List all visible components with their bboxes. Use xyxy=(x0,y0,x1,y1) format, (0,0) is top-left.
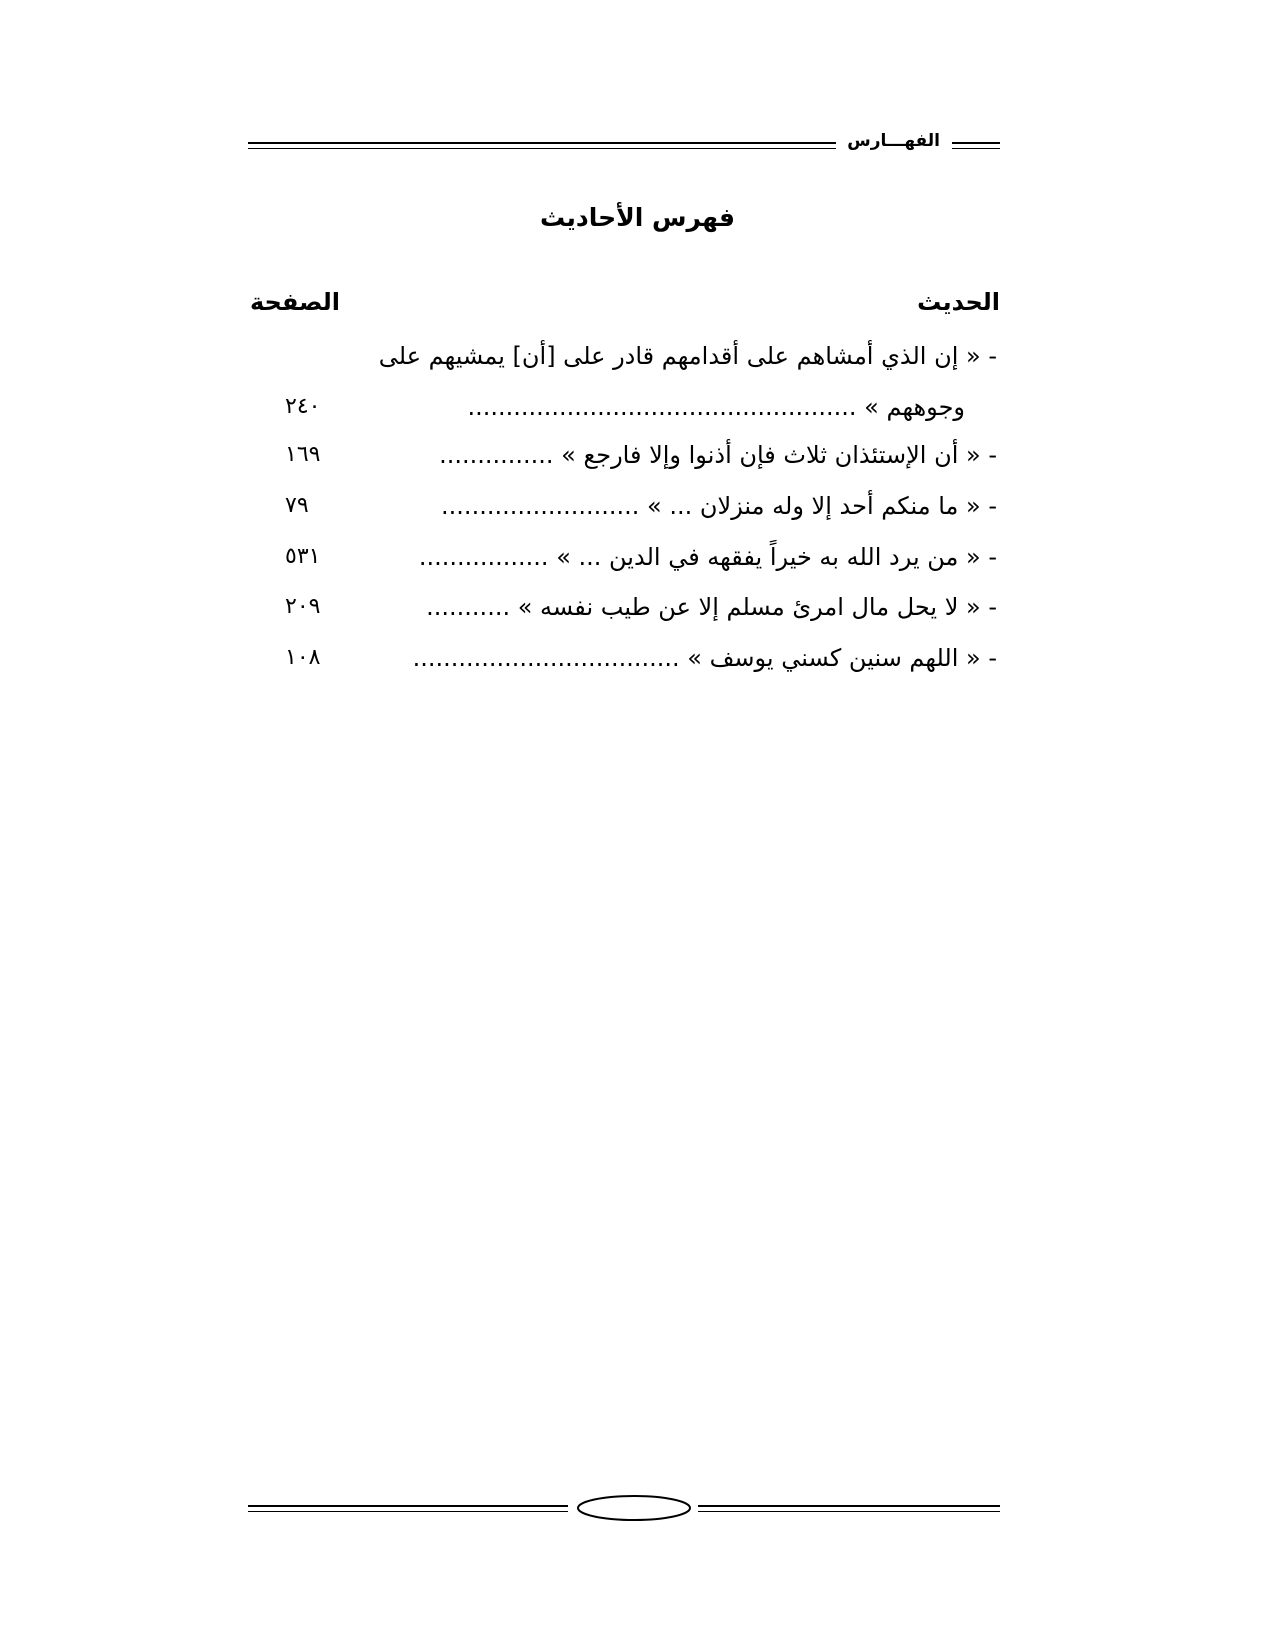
hadith-entry-3-dots: .......................... xyxy=(441,492,640,520)
hadith-entry-4-dots: ................. xyxy=(418,543,549,571)
hadith-entry-6-text: - « اللهم سنين كسني يوسف » xyxy=(687,644,997,672)
hadith-entry-2-page: ١٦٩ xyxy=(285,442,321,467)
hadith-entry-6-dots: ................................... xyxy=(412,644,680,672)
hadith-entry-5-dots: ........... xyxy=(426,593,511,621)
page-title: فهرس الأحاديث xyxy=(540,203,735,232)
hadith-entry-5-text: - « لا يحل مال امرئ مسلم إلا عن طيب نفسه » xyxy=(517,593,997,621)
footer-rule-left xyxy=(248,1505,568,1512)
header-rule-left xyxy=(248,142,836,149)
hadith-entry-2-text: - « أن الإستئذان ثلاث فإن أذنوا وإلا فارجع » xyxy=(561,441,997,469)
hadith-entry-3-page: ٧٩ xyxy=(285,493,309,518)
hadith-entry-4-text: - « من يرد الله به خيراً يفقهه في الدين ... » xyxy=(556,543,997,571)
column-heading-page: الصفحة xyxy=(250,288,341,316)
hadith-entry-4-page: ٥٣١ xyxy=(285,544,321,569)
hadith-entry-2-dots: ............... xyxy=(439,441,554,469)
hadith-entry-6-page: ١٠٨ xyxy=(285,645,321,670)
header-title: الفهـــارس xyxy=(847,131,940,151)
page-number-oval xyxy=(575,1494,693,1522)
hadith-entry-1-continuation: وجوههم » xyxy=(864,393,965,421)
hadith-entry-1-page: ٢٤٠ xyxy=(285,394,321,419)
footer-rule-right xyxy=(698,1505,1000,1512)
hadith-entry-4 xyxy=(419,542,997,572)
running-header xyxy=(248,131,1000,155)
hadith-entry-5-page: ٢٠٩ xyxy=(285,594,321,619)
hadith-entry-1-line-1: - « إن الذي أمشاهم على أقدامهم قادر على [أن] يمشيهم على xyxy=(378,342,997,370)
hadith-entry-5 xyxy=(426,592,997,622)
hadith-entry-3-text: - « ما منكم أحد إلا وله منزلان ... » xyxy=(647,492,997,520)
hadith-entry-6 xyxy=(413,643,997,673)
hadith-entry-1-line-2 xyxy=(467,392,965,422)
column-heading-hadith: الحديث xyxy=(917,288,1000,316)
hadith-entry-1-dots: ................................................... xyxy=(467,393,857,421)
hadith-entry-2 xyxy=(439,440,997,470)
header-rule-right xyxy=(952,142,1000,149)
hadith-entry-3 xyxy=(441,491,997,521)
